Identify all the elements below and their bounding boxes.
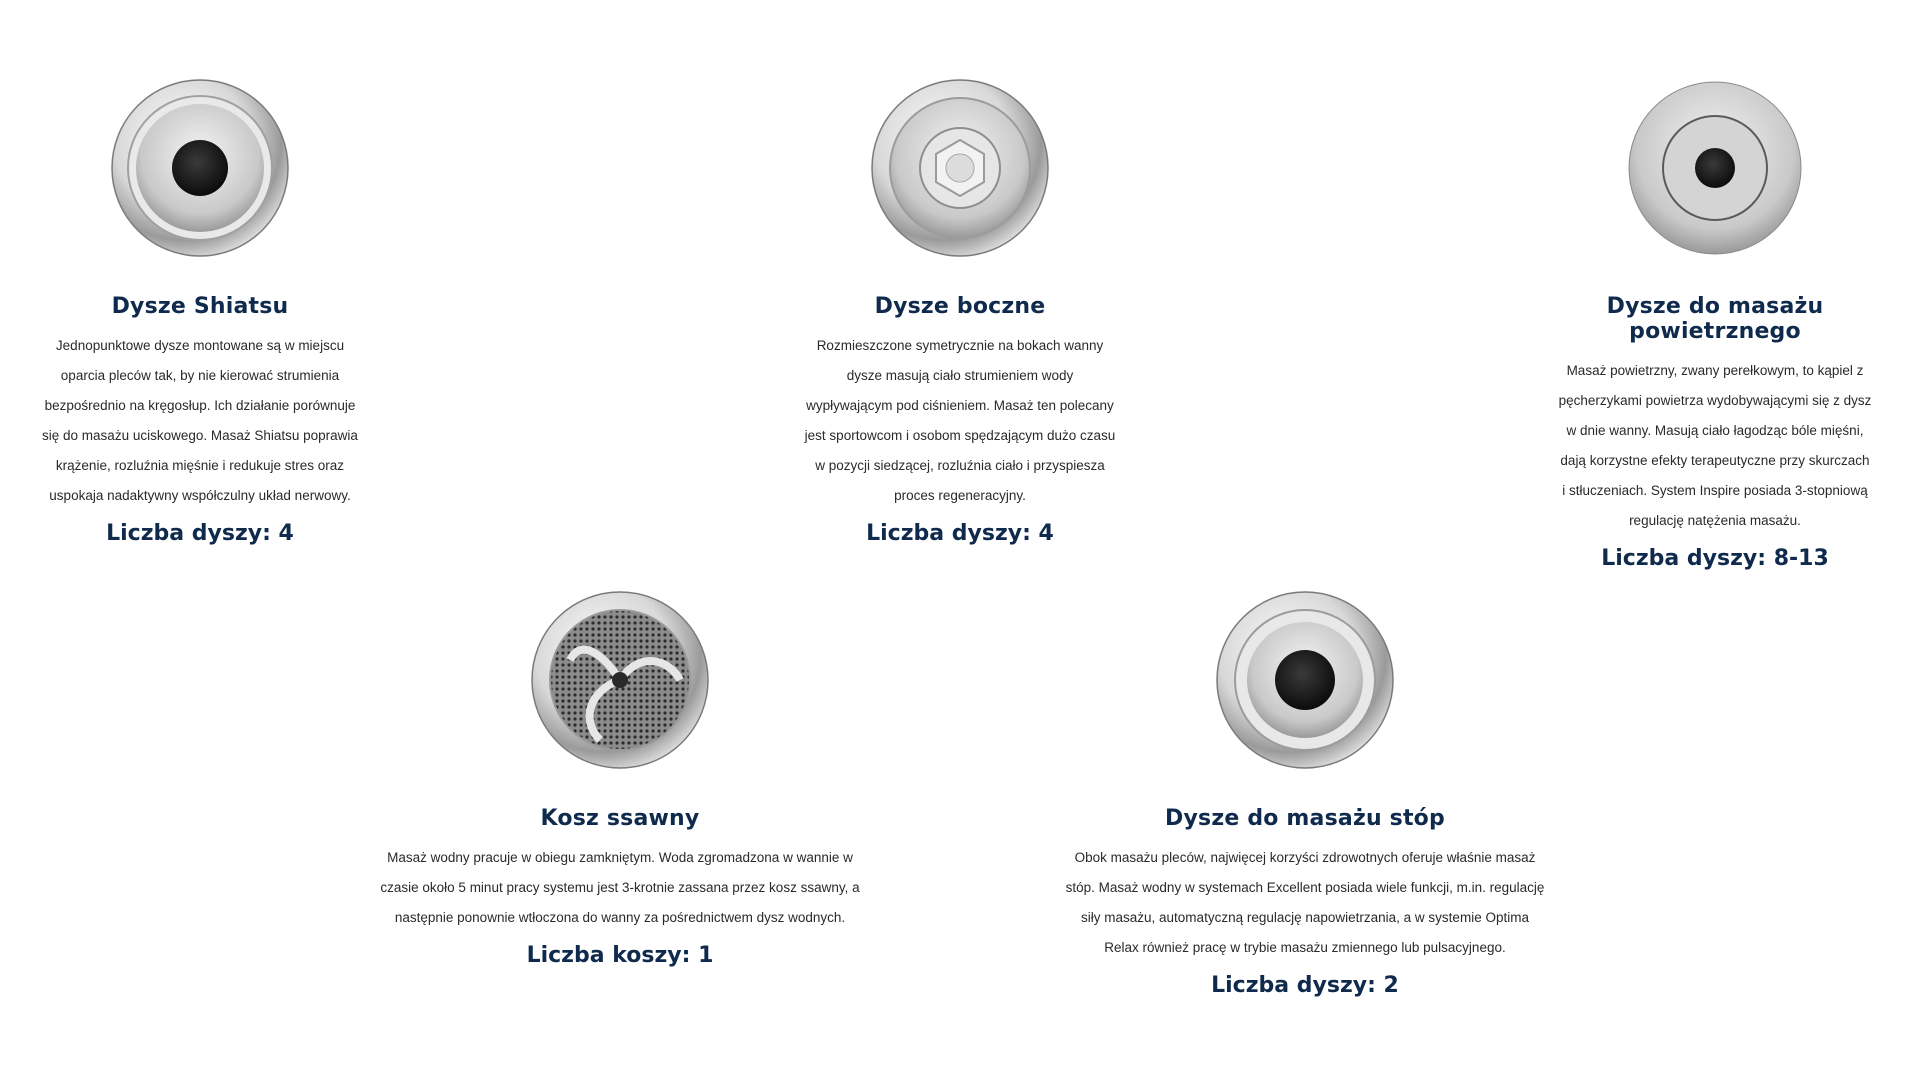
suction-basket-icon	[530, 590, 710, 770]
description-line: krążenie, rozluźnia mięśnie i redukuje stres oraz	[55, 458, 345, 473]
description-line: regulację natężenia masażu.	[1629, 513, 1801, 528]
description-line: Rozmieszczone symetrycznie na bokach wanny	[816, 338, 1104, 353]
card-shiatsu	[40, 78, 360, 546]
card-description	[1540, 356, 1890, 536]
description-line: Masaż wodny pracuje w obiegu zamkniętym. Woda zgromadzona w wannie w	[387, 850, 853, 865]
basket-count: Liczba koszy: 1	[526, 943, 714, 968]
jet-count: Liczba dyszy: 8-13	[1601, 546, 1829, 571]
card-title: Dysze do masażu powietrznego	[1606, 294, 1824, 344]
card-title: Dysze boczne	[874, 294, 1046, 319]
description-line: w dnie wanny. Masują ciało łagodząc bóle mięśni,	[1566, 423, 1864, 438]
description-line: wypływającym pod ciśnieniem. Masaż ten polecany	[806, 398, 1114, 413]
card-side-jets	[800, 78, 1120, 546]
description-line: siły masażu, automatyczną regulację napowietrzania, a w systemie Optima	[1081, 910, 1529, 925]
card-description	[380, 843, 860, 933]
description-line: bezpośrednio na kręgosłup. Ich działanie porównuje	[44, 398, 356, 413]
description-line: dysze masują ciało strumieniem wody	[846, 368, 1074, 383]
description-line: Relax również pracę w trybie masażu zmiennego lub pulsacyjnego.	[1104, 940, 1506, 955]
card-suction-basket	[380, 590, 860, 968]
card-title: Dysze do masażu stóp	[1165, 806, 1445, 831]
jet-count: Liczba dyszy: 2	[1211, 973, 1399, 998]
air-jet-icon	[1625, 78, 1805, 258]
card-title: Kosz ssawny	[540, 806, 700, 831]
description-line: w pozycji siedzącej, rozluźnia ciało i przyspiesza	[815, 458, 1105, 473]
description-line: uspokaja nadaktywny współczulny układ nerwowy.	[49, 488, 351, 503]
description-line: i stłuczeniach. System Inspire posiada 3-stopniową	[1562, 483, 1868, 498]
description-line: stóp. Masaż wodny w systemach Excellent posiada wiele funkcji, m.in. regulację	[1065, 880, 1545, 895]
card-foot-jets	[1060, 590, 1550, 998]
description-line: oparcia pleców tak, by nie kierować strumienia	[60, 368, 340, 383]
description-line: Masaż powietrzny, zwany perełkowym, to kąpiel z	[1566, 363, 1864, 378]
description-line: następnie ponownie wtłoczona do wanny za pośrednictwem dysz wodnych.	[394, 910, 846, 925]
side-jet-icon	[870, 78, 1050, 258]
jet-count: Liczba dyszy: 4	[106, 521, 294, 546]
jet-count: Liczba dyszy: 4	[866, 521, 1054, 546]
description-line: Jednopunktowe dysze montowane są w miejscu	[55, 338, 345, 353]
card-title: Dysze Shiatsu	[111, 294, 289, 319]
shiatsu-jet-icon	[110, 78, 290, 258]
description-line: dają korzystne efekty terapeutyczne przy skurczach	[1560, 453, 1870, 468]
description-line: Obok masażu pleców, najwięcej korzyści zdrowotnych oferuje właśnie masaż	[1074, 850, 1536, 865]
description-line: czasie około 5 minut pracy systemu jest 3-krotnie zassana przez kosz ssawny, a	[380, 880, 860, 895]
description-line: proces regeneracyjny.	[894, 488, 1026, 503]
card-description	[800, 331, 1120, 511]
description-line: jest sportowcom i osobom spędzającym dużo czasu	[804, 428, 1116, 443]
card-air-jets	[1540, 78, 1890, 571]
description-line: pęcherzykami powietrza wydobywającymi się z dysz	[1558, 393, 1872, 408]
card-description	[40, 331, 360, 511]
card-description	[1060, 843, 1550, 963]
description-line: się do masażu uciskowego. Masaż Shiatsu poprawia	[42, 428, 358, 443]
foot-jet-icon	[1215, 590, 1395, 770]
